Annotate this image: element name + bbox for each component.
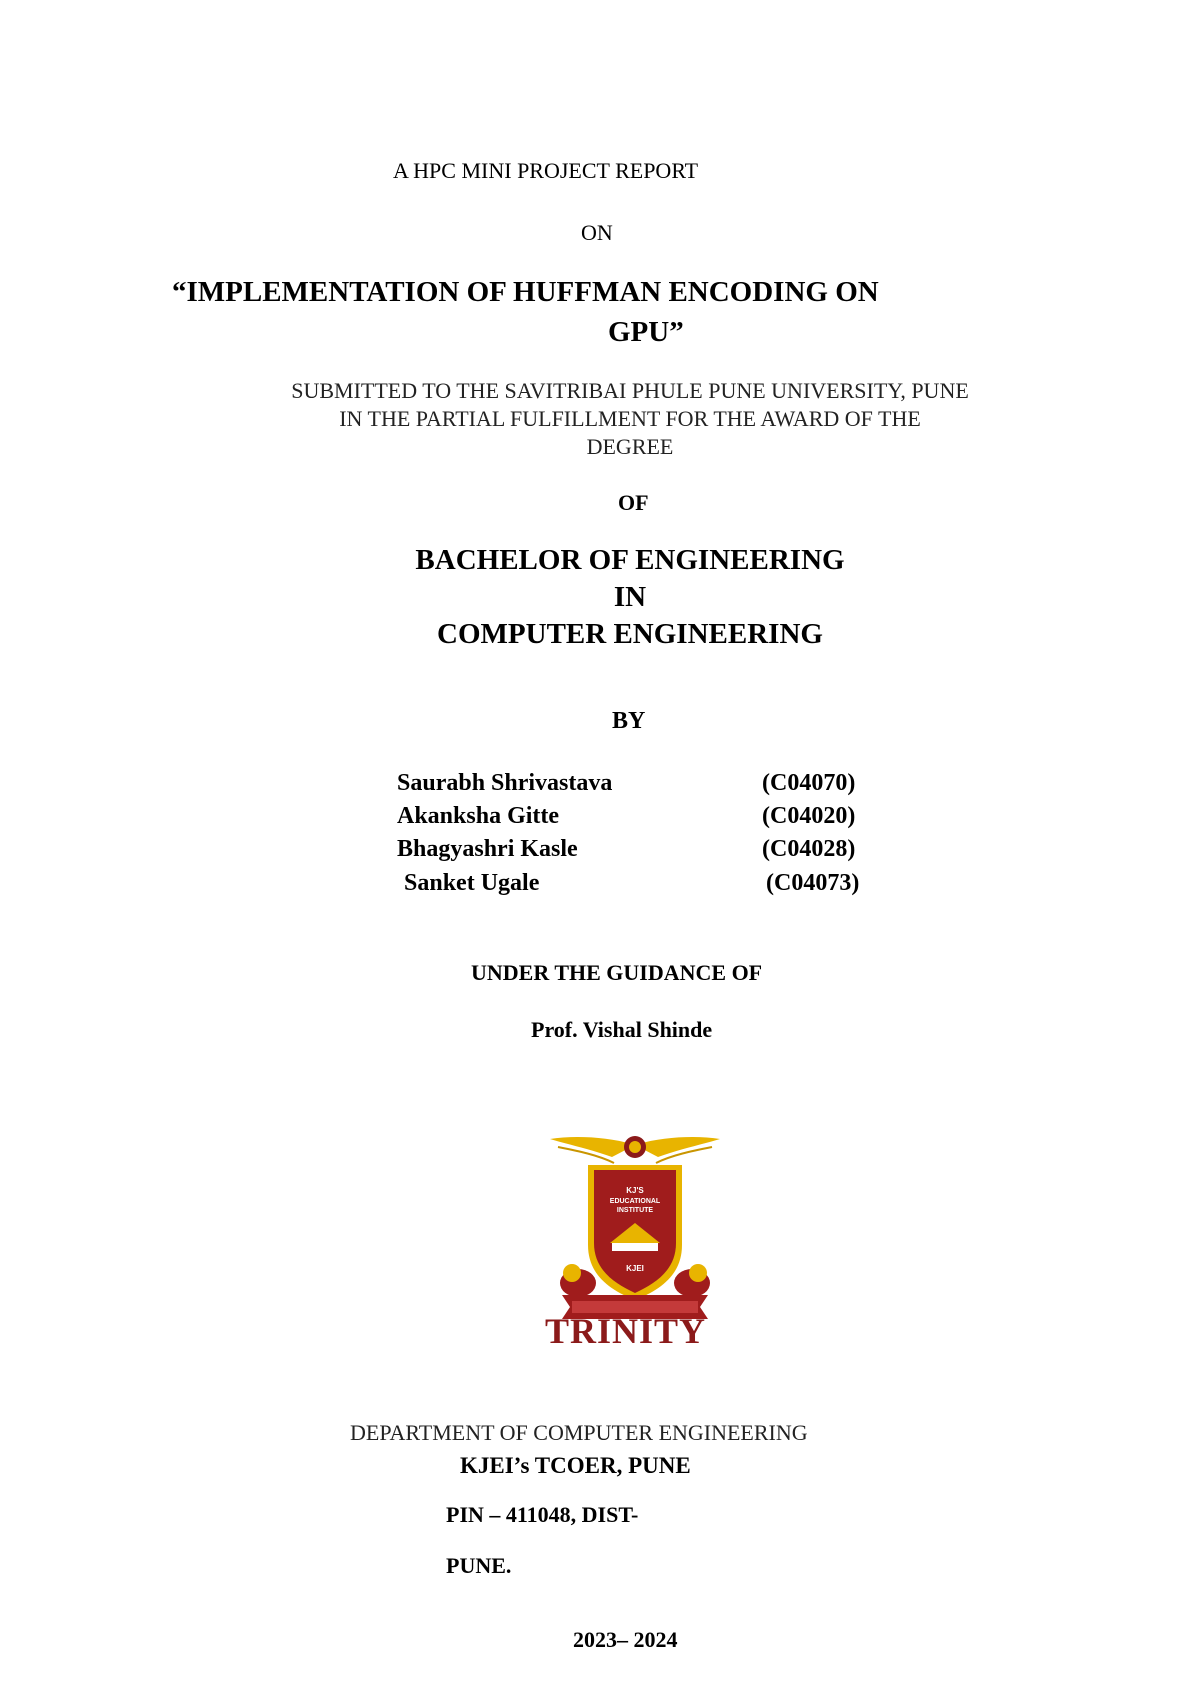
academic-year: 2023– 2024 [573, 1627, 678, 1652]
by-label: BY [612, 708, 646, 734]
city-line: PUNE. [446, 1553, 512, 1578]
author-id: (C04070) [762, 770, 856, 796]
author-name: Saurabh Shrivastava [397, 770, 613, 796]
project-title-line2: GPU” [608, 316, 684, 348]
college-name: KJEI’s TCOER, PUNE [460, 1453, 691, 1478]
submission-line3: DEGREE [586, 434, 674, 459]
degree-line2: IN [613, 581, 647, 613]
department-name: DEPARTMENT OF COMPUTER ENGINEERING [350, 1420, 808, 1445]
author-id: (C04073) [766, 870, 860, 896]
emblem-text: EDUCATIONAL [609, 1198, 661, 1205]
of-label: OF [618, 490, 649, 515]
submission-line1: SUBMITTED TO THE SAVITRIBAI PHULE PUNE UNIVERSITY, PUNE [291, 378, 969, 403]
author-name: Akanksha Gitte [397, 803, 560, 829]
emblem-text: KJEI [626, 1264, 644, 1273]
author-id: (C04028) [762, 836, 856, 862]
emblem-text: INSTITUTE [616, 1207, 654, 1214]
guidance-label: UNDER THE GUIDANCE OF [471, 960, 763, 985]
submission-line2: IN THE PARTIAL FULFILLMENT FOR THE AWARD OF THE [339, 406, 921, 431]
on-label: ON [581, 220, 613, 245]
report-type: A HPC MINI PROJECT REPORT [393, 158, 699, 183]
degree-line1: BACHELOR OF ENGINEERING [415, 544, 845, 576]
author-name: Bhagyashri Kasle [397, 836, 578, 862]
author-name: Sanket Ugale [404, 870, 540, 896]
emblem-text: KJ'S [626, 1186, 644, 1195]
project-title-line1: “IMPLEMENTATION OF HUFFMAN ENCODING ON [172, 276, 879, 308]
institute-wordmark: TRINITY [545, 1311, 707, 1351]
guide-name: Prof. Vishal Shinde [531, 1017, 713, 1042]
pin-line: PIN – 411048, DIST- [446, 1502, 639, 1527]
degree-block [380, 542, 880, 653]
degree-line3: COMPUTER ENGINEERING [437, 618, 823, 650]
author-id: (C04020) [762, 803, 856, 829]
submission-statement [240, 377, 1020, 461]
